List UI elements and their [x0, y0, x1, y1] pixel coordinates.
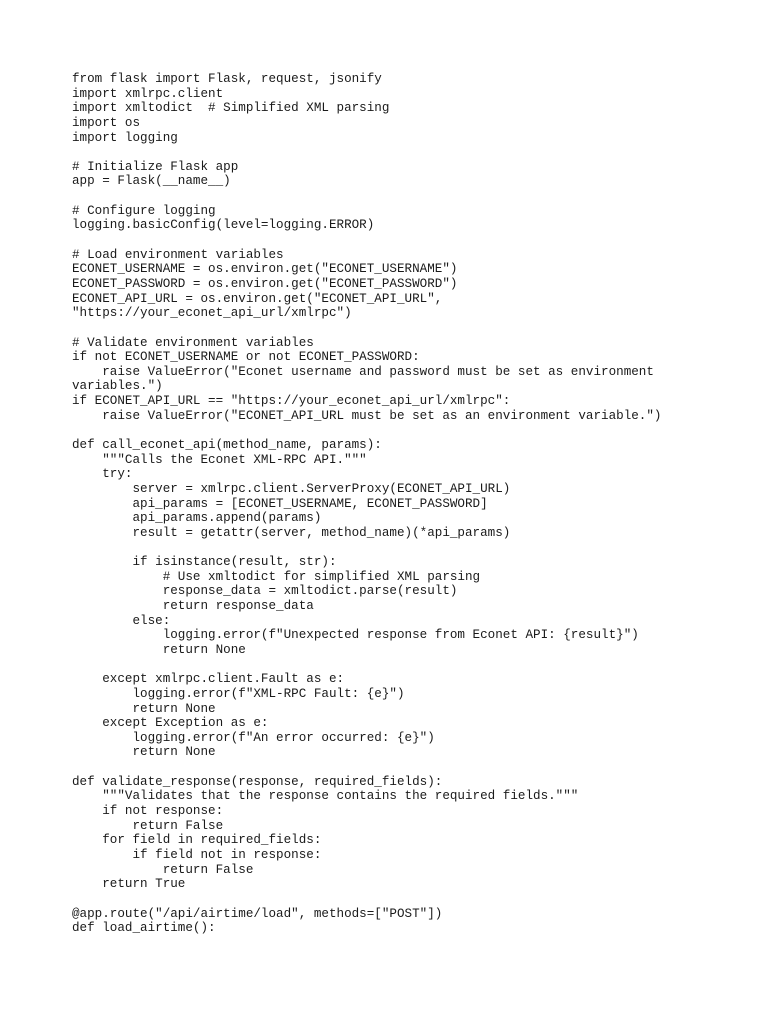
code-line: except xmlrpc.client.Fault as e:: [72, 672, 345, 687]
code-line: for field in required_fields:: [72, 833, 322, 848]
code-line: return True: [72, 877, 186, 892]
code-line: app = Flask(__name__): [72, 174, 231, 189]
code-line: """Validates that the response contains the required fields.""": [72, 789, 579, 804]
code-line: [72, 541, 712, 556]
code-line: return False: [72, 862, 254, 877]
code-line: [72, 423, 712, 438]
code-line: """Calls the Econet XML-RPC API.""": [72, 452, 367, 467]
code-line: api_params.append(params): [72, 511, 322, 526]
code-line: # Validate environment variables: [72, 335, 314, 350]
code-line: logging.basicConfig(level=logging.ERROR): [72, 218, 375, 233]
code-line: if not response:: [72, 804, 224, 819]
code-block: [72, 72, 712, 936]
code-line: return False: [72, 818, 224, 833]
code-line: logging.error(f"XML-RPC Fault: {e}"): [72, 686, 405, 701]
code-line: if field not in response:: [72, 847, 322, 862]
code-line: [72, 658, 712, 673]
code-line: logging.error(f"An error occurred: {e}"): [72, 730, 435, 745]
code-line: # Configure logging: [72, 203, 216, 218]
code-line: ECONET_PASSWORD = os.environ.get("ECONET_PASSWORD"): [72, 276, 458, 291]
code-line: ECONET_API_URL = os.environ.get("ECONET_API_URL",: [72, 291, 443, 306]
code-line: except Exception as e:: [72, 716, 269, 731]
code-line: return None: [72, 745, 216, 760]
code-line: raise ValueError("Econet username and password must be set as environment: [72, 364, 654, 379]
code-line: def validate_response(response, required_fields):: [72, 774, 443, 789]
code-line: def call_econet_api(method_name, params):: [72, 438, 382, 453]
code-line: "https://your_econet_api_url/xmlrpc"): [72, 306, 352, 321]
code-line: from flask import Flask, request, jsonify: [72, 72, 382, 86]
code-line: [72, 892, 712, 907]
code-line: result = getattr(server, method_name)(*api_params): [72, 525, 511, 540]
code-line: [72, 233, 712, 248]
code-line: return response_data: [72, 599, 314, 614]
code-line: else:: [72, 613, 171, 628]
code-line: try:: [72, 467, 133, 482]
code-line: logging.error(f"Unexpected response from Econet API: {result}"): [72, 628, 639, 643]
code-line: import os: [72, 115, 141, 130]
code-line: [72, 321, 712, 336]
code-line: ECONET_USERNAME = os.environ.get("ECONET_USERNAME"): [72, 262, 458, 277]
code-line: if isinstance(result, str):: [72, 555, 337, 570]
code-line: # Load environment variables: [72, 247, 284, 262]
code-line: api_params = [ECONET_USERNAME, ECONET_PASSWORD]: [72, 496, 488, 511]
code-line: [72, 145, 712, 160]
code-line: if not ECONET_USERNAME or not ECONET_PASSWORD:: [72, 350, 420, 365]
code-line: # Initialize Flask app: [72, 159, 239, 174]
code-line: return None: [72, 701, 216, 716]
code-line: if ECONET_API_URL == "https://your_econet_api_url/xmlrpc":: [72, 394, 511, 409]
code-line: [72, 760, 712, 775]
code-line: raise ValueError("ECONET_API_URL must be set as an environment variable."): [72, 408, 662, 423]
code-line: variables."): [72, 379, 163, 394]
code-line: def load_airtime():: [72, 921, 216, 936]
code-line: import logging: [72, 130, 178, 145]
code-line: [72, 189, 712, 204]
code-line: response_data = xmltodict.parse(result): [72, 584, 458, 599]
code-line: # Use xmltodict for simplified XML parsing: [72, 569, 481, 584]
code-line: @app.route("/api/airtime/load", methods=["POST"]): [72, 906, 443, 921]
code-line: server = xmlrpc.client.ServerProxy(ECONET_API_URL): [72, 481, 511, 496]
code-line: return None: [72, 642, 246, 657]
code-line: import xmltodict # Simplified XML parsing: [72, 101, 390, 116]
code-line: import xmlrpc.client: [72, 86, 224, 101]
